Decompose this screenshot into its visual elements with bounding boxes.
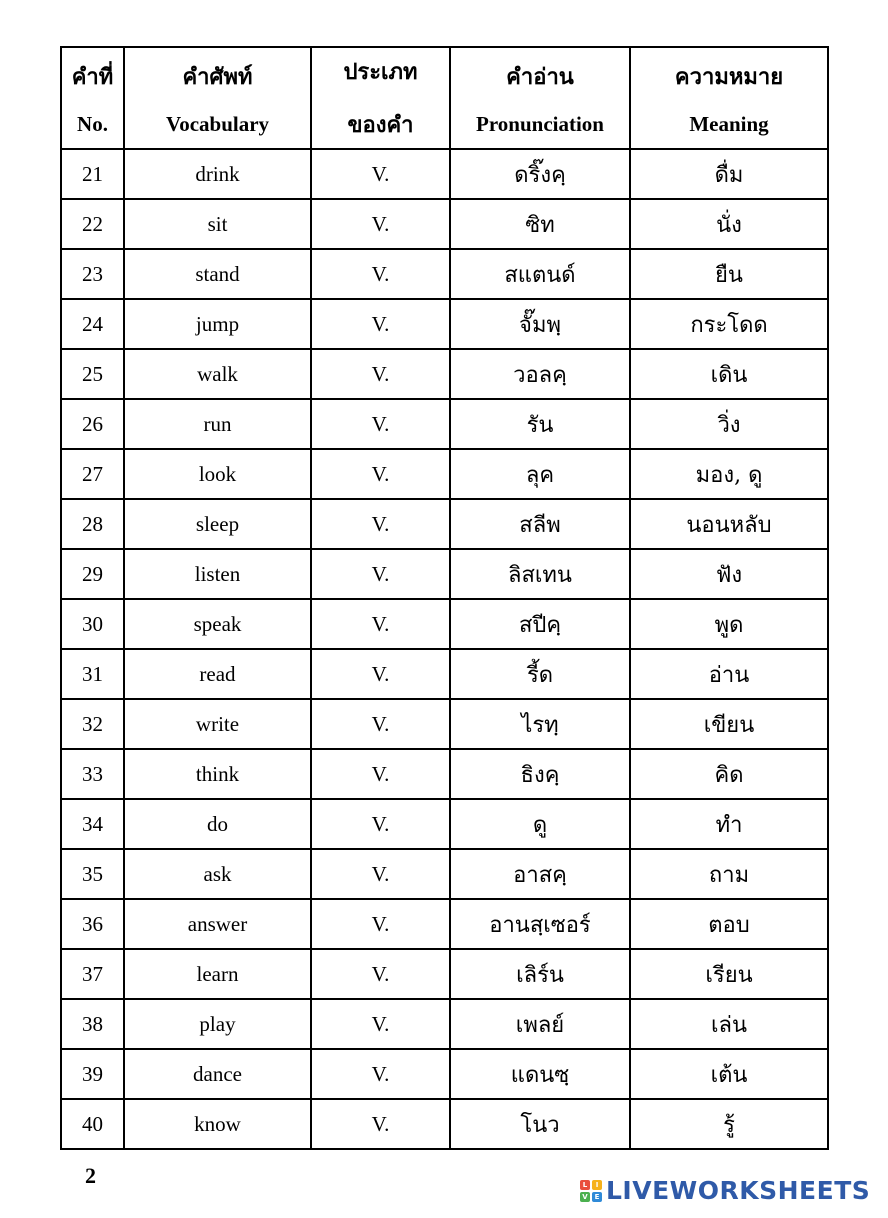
- cell-pronunciation: สลีพ: [450, 499, 630, 549]
- cell-meaning: ดื่ม: [630, 149, 828, 199]
- table-row: [61, 899, 828, 949]
- cell-vocabulary: know: [124, 1099, 311, 1149]
- cell-vocabulary: jump: [124, 299, 311, 349]
- cell-word-type: V.: [311, 599, 450, 649]
- cell-pronunciation: ซิท: [450, 199, 630, 249]
- table-row: [61, 449, 828, 499]
- cell-meaning: ถาม: [630, 849, 828, 899]
- logo-square: E: [592, 1192, 602, 1202]
- cell-word-type: V.: [311, 299, 450, 349]
- cell-meaning: เรียน: [630, 949, 828, 999]
- table-row: [61, 1049, 828, 1099]
- cell-word-type: V.: [311, 449, 450, 499]
- header-meaning-en: Meaning: [689, 112, 769, 136]
- cell-word-type: V.: [311, 949, 450, 999]
- cell-meaning: เดิน: [630, 349, 828, 399]
- cell-vocabulary: read: [124, 649, 311, 699]
- cell-meaning: นั่ง: [630, 199, 828, 249]
- table-row: [61, 549, 828, 599]
- cell-vocabulary: sit: [124, 199, 311, 249]
- header-pronunciation: [450, 47, 630, 149]
- cell-vocabulary: do: [124, 799, 311, 849]
- cell-no: 27: [61, 449, 124, 499]
- cell-no: 28: [61, 499, 124, 549]
- cell-word-type: V.: [311, 549, 450, 599]
- cell-meaning: วิ่ง: [630, 399, 828, 449]
- cell-vocabulary: walk: [124, 349, 311, 399]
- cell-word-type: V.: [311, 1099, 450, 1149]
- cell-pronunciation: รี้ด: [450, 649, 630, 699]
- cell-no: 33: [61, 749, 124, 799]
- cell-meaning: อ่าน: [630, 649, 828, 699]
- vocabulary-table: [60, 46, 829, 1150]
- cell-meaning: มอง, ดู: [630, 449, 828, 499]
- cell-pronunciation: ธิงคฺ: [450, 749, 630, 799]
- cell-vocabulary: write: [124, 699, 311, 749]
- cell-word-type: V.: [311, 699, 450, 749]
- cell-vocabulary: speak: [124, 599, 311, 649]
- cell-word-type: V.: [311, 149, 450, 199]
- table-row: [61, 149, 828, 199]
- cell-no: 26: [61, 399, 124, 449]
- cell-word-type: V.: [311, 399, 450, 449]
- table-row: [61, 649, 828, 699]
- cell-pronunciation: วอลคฺ: [450, 349, 630, 399]
- cell-pronunciation: แดนซฺ: [450, 1049, 630, 1099]
- header-word-type-line2: ของคำ: [347, 112, 414, 138]
- header-row: [61, 47, 828, 149]
- cell-word-type: V.: [311, 749, 450, 799]
- table-row: [61, 949, 828, 999]
- header-word-type: [311, 47, 450, 149]
- table-row: [61, 299, 828, 349]
- cell-pronunciation: รัน: [450, 399, 630, 449]
- page-number: 2: [85, 1163, 96, 1188]
- header-pronunciation-en: Pronunciation: [476, 112, 604, 136]
- table-row: [61, 399, 828, 449]
- table-row: [61, 199, 828, 249]
- cell-pronunciation: สแตนด์: [450, 249, 630, 299]
- cell-pronunciation: ไรทฺ: [450, 699, 630, 749]
- cell-pronunciation: ดริ๊งคฺ: [450, 149, 630, 199]
- header-vocabulary: [124, 47, 311, 149]
- cell-meaning: เขียน: [630, 699, 828, 749]
- cell-meaning: ยืน: [630, 249, 828, 299]
- cell-no: 29: [61, 549, 124, 599]
- cell-no: 37: [61, 949, 124, 999]
- cell-word-type: V.: [311, 899, 450, 949]
- cell-vocabulary: ask: [124, 849, 311, 899]
- cell-meaning: รู้: [630, 1099, 828, 1149]
- table-row: [61, 749, 828, 799]
- logo-square: I: [592, 1180, 602, 1190]
- cell-no: 22: [61, 199, 124, 249]
- liveworksheets-logo: [580, 1176, 870, 1205]
- cell-vocabulary: listen: [124, 549, 311, 599]
- cell-vocabulary: answer: [124, 899, 311, 949]
- logo-square: L: [580, 1180, 590, 1190]
- cell-pronunciation: อานสฺเซอร์: [450, 899, 630, 949]
- cell-no: 31: [61, 649, 124, 699]
- cell-no: 34: [61, 799, 124, 849]
- header-pronunciation-thai: คำอ่าน: [506, 64, 574, 90]
- cell-pronunciation: เลิร์น: [450, 949, 630, 999]
- cell-no: 36: [61, 899, 124, 949]
- cell-no: 38: [61, 999, 124, 1049]
- cell-vocabulary: learn: [124, 949, 311, 999]
- table-row: [61, 799, 828, 849]
- table-body: [61, 149, 828, 1149]
- liveworksheets-logo-icon: [580, 1180, 602, 1202]
- cell-no: 30: [61, 599, 124, 649]
- cell-pronunciation: ลุค: [450, 449, 630, 499]
- header-no: [61, 47, 124, 149]
- table-row: [61, 599, 828, 649]
- cell-pronunciation: อาสคฺ: [450, 849, 630, 899]
- cell-pronunciation: จั๊มพฺ: [450, 299, 630, 349]
- cell-word-type: V.: [311, 849, 450, 899]
- cell-meaning: เล่น: [630, 999, 828, 1049]
- cell-word-type: V.: [311, 349, 450, 399]
- header-vocabulary-thai: คำศัพท์: [182, 64, 253, 90]
- cell-no: 40: [61, 1099, 124, 1149]
- cell-vocabulary: sleep: [124, 499, 311, 549]
- cell-pronunciation: ลิสเทน: [450, 549, 630, 599]
- table-header: [61, 47, 828, 149]
- table-row: [61, 699, 828, 749]
- header-meaning: [630, 47, 828, 149]
- cell-meaning: เต้น: [630, 1049, 828, 1099]
- cell-meaning: พูด: [630, 599, 828, 649]
- cell-vocabulary: dance: [124, 1049, 311, 1099]
- logo-square: V: [580, 1192, 590, 1202]
- cell-word-type: V.: [311, 499, 450, 549]
- cell-no: 23: [61, 249, 124, 299]
- cell-no: 21: [61, 149, 124, 199]
- cell-word-type: V.: [311, 999, 450, 1049]
- cell-pronunciation: ดู: [450, 799, 630, 849]
- liveworksheets-brand-text: LIVEWORKSHEETS: [606, 1176, 871, 1205]
- cell-no: 32: [61, 699, 124, 749]
- cell-no: 39: [61, 1049, 124, 1099]
- cell-no: 35: [61, 849, 124, 899]
- cell-meaning: คิด: [630, 749, 828, 799]
- cell-vocabulary: run: [124, 399, 311, 449]
- cell-pronunciation: โนว: [450, 1099, 630, 1149]
- table-row: [61, 1099, 828, 1149]
- cell-no: 25: [61, 349, 124, 399]
- cell-meaning: กระโดด: [630, 299, 828, 349]
- cell-word-type: V.: [311, 649, 450, 699]
- header-word-type-line1: ประเภท: [343, 59, 418, 85]
- cell-meaning: นอนหลับ: [630, 499, 828, 549]
- table-row: [61, 349, 828, 399]
- cell-meaning: ทำ: [630, 799, 828, 849]
- cell-word-type: V.: [311, 799, 450, 849]
- header-meaning-thai: ความหมาย: [674, 64, 784, 90]
- table-row: [61, 999, 828, 1049]
- cell-pronunciation: สปีคฺ: [450, 599, 630, 649]
- header-no-thai: คำที่: [71, 64, 114, 90]
- cell-vocabulary: think: [124, 749, 311, 799]
- table-row: [61, 849, 828, 899]
- header-no-en: No.: [77, 112, 108, 136]
- cell-vocabulary: drink: [124, 149, 311, 199]
- cell-no: 24: [61, 299, 124, 349]
- cell-meaning: ฟัง: [630, 549, 828, 599]
- cell-vocabulary: play: [124, 999, 311, 1049]
- cell-vocabulary: look: [124, 449, 311, 499]
- table-row: [61, 499, 828, 549]
- table-row: [61, 249, 828, 299]
- header-vocabulary-en: Vocabulary: [165, 112, 270, 136]
- cell-word-type: V.: [311, 249, 450, 299]
- cell-word-type: V.: [311, 199, 450, 249]
- cell-pronunciation: เพลย์: [450, 999, 630, 1049]
- cell-word-type: V.: [311, 1049, 450, 1099]
- cell-vocabulary: stand: [124, 249, 311, 299]
- cell-meaning: ตอบ: [630, 899, 828, 949]
